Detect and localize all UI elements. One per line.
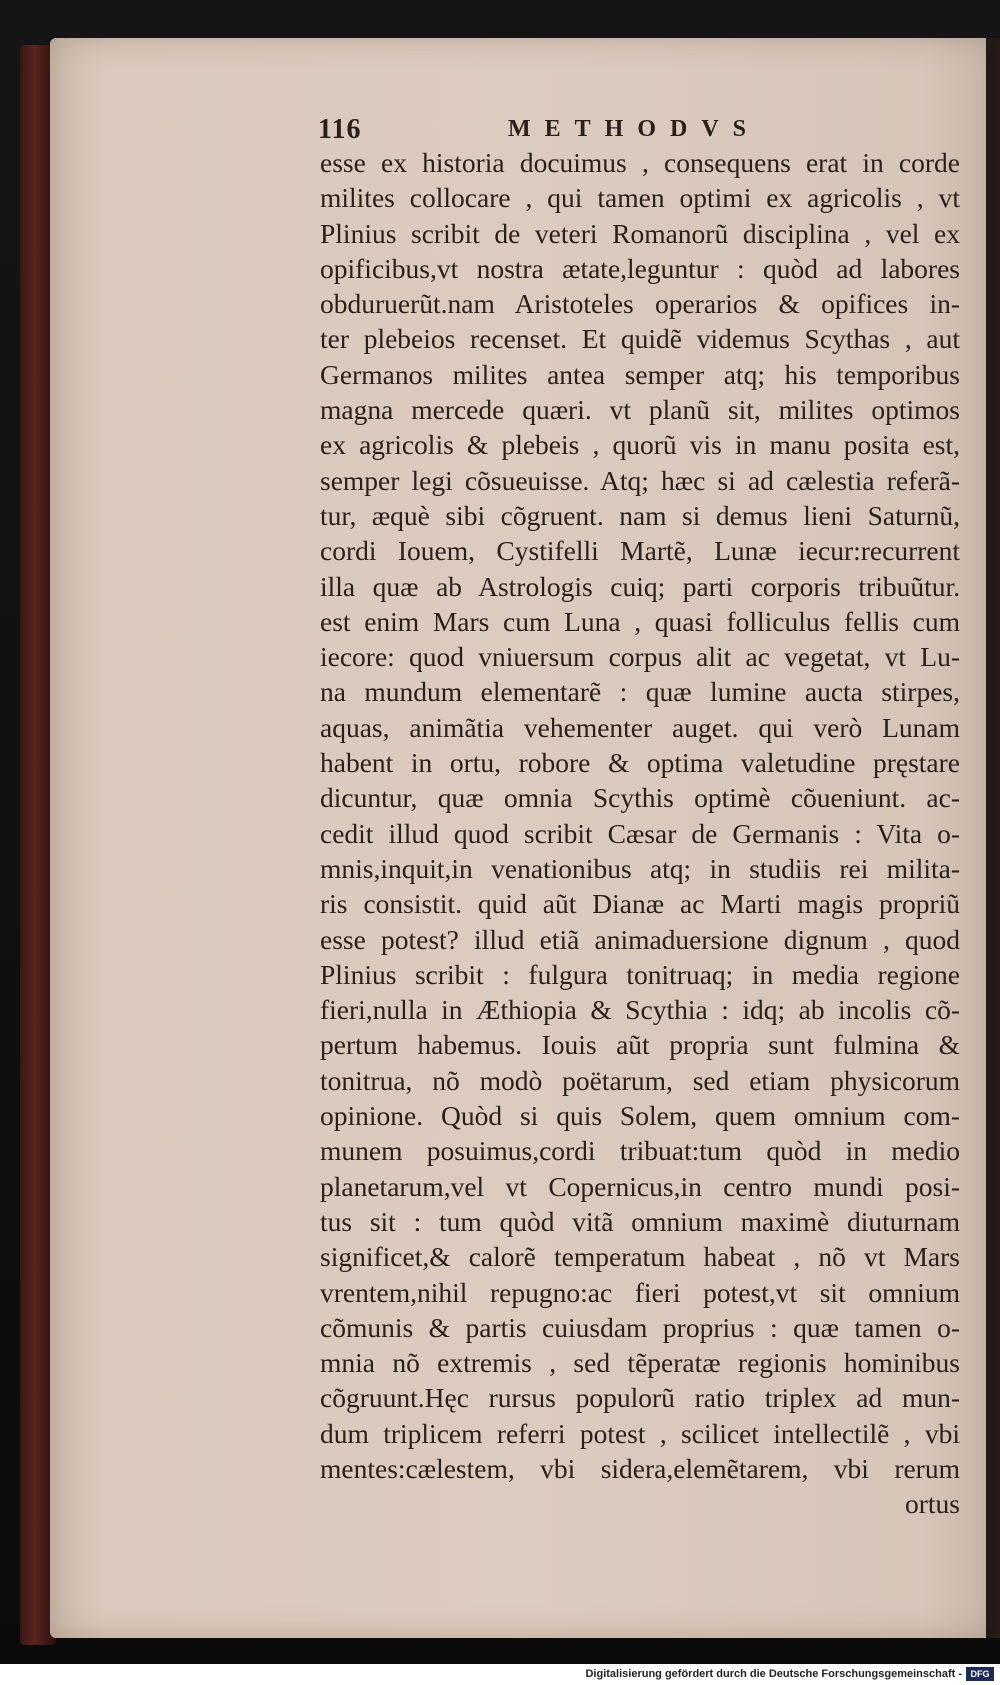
text-line: esse ex historia docuimus , consequens erat in corde	[320, 147, 960, 178]
text-line: illa quæ ab Astrologis cuiq; parti corporis tribuũtur.	[320, 570, 960, 602]
text-line: ex agricolis & plebeis , quorũ vis in manu posita est,	[320, 429, 960, 461]
digitization-footer	[0, 1664, 1000, 1685]
text-line: tonitrua, nõ modò poëtarum, sed etiam physicorum	[320, 1064, 960, 1096]
text-line: habent in ortu, robore & optima valetudine pręstare	[320, 747, 960, 779]
text-line: iecore: quod vniuersum corpus alit ac vegetat, vt Lu-	[320, 641, 960, 673]
running-head	[318, 110, 958, 150]
text-line: significet,& calorẽ temperatum habeat , nõ vt Mars	[320, 1241, 960, 1273]
text-line: Germanos milites antea semper atq; his temporibus	[320, 358, 960, 390]
text-line: cõgruunt.Hęc rursus populorũ ratio triplex ad mun-	[320, 1382, 960, 1414]
text-line: milites collocare , qui tamen optimi ex agricolis , vt	[320, 182, 960, 214]
text-line: esse potest? illud etiã animaduersione dignum , quod	[320, 923, 960, 955]
text-line: mnis,inquit,in venationibus atq; in studiis rei milita-	[320, 852, 960, 884]
text-line: ortus	[905, 1488, 960, 1520]
running-title: METHODVS	[508, 116, 761, 142]
text-line: vrentem,nihil repugno:ac fieri potest,vt sit omnium	[320, 1276, 960, 1308]
text-line: tur, æquè sibi cõgruent. nam si demus lieni Saturnũ,	[320, 499, 960, 531]
text-line: cedit illud quod scribit Cæsar de Germanis : Vita o-	[320, 817, 960, 849]
text-line: ris consistit. quid aũt Dianæ ac Marti magis propriũ	[320, 888, 960, 920]
text-line: planetarum,vel vt Copernicus,in centro mundi posi-	[320, 1170, 960, 1202]
page-edge	[986, 38, 1000, 1638]
body-text	[320, 145, 960, 1522]
text-line: tus sit : tum quòd vitã omnium maximè diuturnam	[320, 1205, 960, 1237]
text-line: Plinius scribit de veteri Romanorũ disciplina , vel ex	[320, 217, 960, 249]
text-line: dicuntur, quæ omnia Scythis optimè cõueniunt. ac-	[320, 782, 960, 814]
footer-credit: Digitalisierung gefördert durch die Deutsche Forschungsgemeinschaft -	[585, 1668, 962, 1680]
dfg-logo: DFG	[966, 1667, 994, 1681]
text-line: munem posuimus,cordi tribuat:tum quòd in medio	[320, 1135, 960, 1167]
text-line: mnia nõ extremis , sed tẽperatæ regionis hominibus	[320, 1347, 960, 1379]
text-line: na mundum elementarẽ : quæ lumine aucta stirpes,	[320, 676, 960, 708]
text-line: mentes:cælestem, vbi sidera,elemẽtarem, vbi rerum	[320, 1452, 960, 1484]
text-line: fieri,nulla in Æthiopia & Scythia : idq; ab incolis cõ-	[320, 994, 960, 1026]
text-line: cõmunis & partis cuiusdam proprius : quæ tamen o-	[320, 1311, 960, 1343]
text-line: opinione. Quòd si quis Solem, quem omnium com-	[320, 1100, 960, 1132]
text-line: opificibus,vt nostra ætate,leguntur : quòd ad labores	[320, 252, 960, 284]
text-line: Plinius scribit : fulgura tonitruaq; in media regione	[320, 958, 960, 990]
text-line: magna mercede quæri. vt planũ sit, milites optimos	[320, 394, 960, 426]
text-line: aquas, animãtia vehementer auget. qui verò Lunam	[320, 711, 960, 743]
text-line: dum triplicem referri potest , scilicet intellectilẽ , vbi	[320, 1417, 960, 1449]
text-line: est enim Mars cum Luna , quasi folliculus fellis cum	[320, 605, 960, 637]
text-line: obduruerũt.nam Aristoteles operarios & opifices in-	[320, 288, 960, 320]
page-number: 116	[318, 114, 362, 145]
text-line: pertum habemus. Iouis aũt propria sunt fulmina &	[320, 1029, 960, 1061]
text-line: ter plebeios recenset. Et quidẽ videmus Scythas , aut	[320, 323, 960, 355]
text-line: semper legi cõsueuisse. Atq; hæc si ad cælestia referã-	[320, 464, 960, 496]
text-line: cordi Iouem, Cystifelli Martẽ, Lunæ iecur:recurrent	[320, 535, 960, 567]
